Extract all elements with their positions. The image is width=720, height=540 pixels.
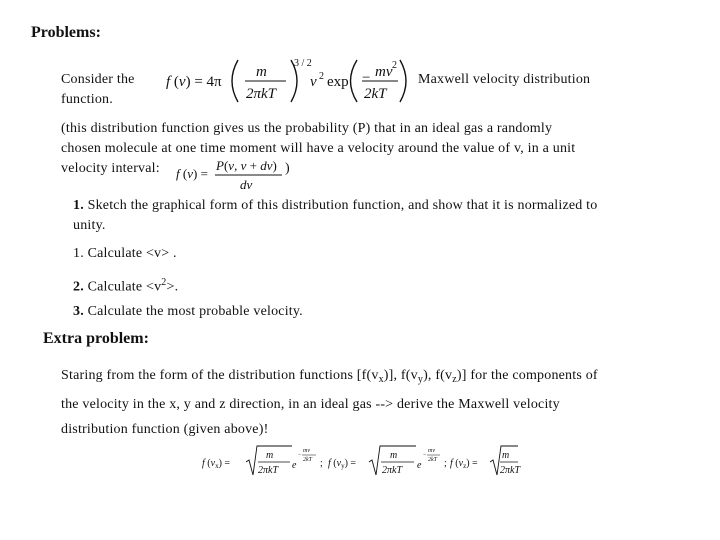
task-number: 1: [73, 246, 81, 261]
svg-text:;: ;: [444, 458, 447, 469]
explanation-line: (this distribution function gives us the probability (P) that in an ideal gas a randomly: [61, 121, 553, 136]
formula-label: Maxwell velocity distribution: [418, 72, 591, 87]
explanation-line: chosen molecule at one time moment will have a velocity around the value of v, in a unit: [61, 141, 576, 156]
svg-text:2πkT: 2πkT: [246, 86, 277, 102]
svg-text:m: m: [502, 450, 510, 461]
svg-text:−: −: [298, 452, 302, 458]
svg-text:f (vx) =: f $(v_x)$ =: [202, 458, 231, 470]
svg-text:2πkT: 2πkT: [258, 465, 279, 476]
task-text: >.: [166, 279, 179, 295]
svg-text:mv: mv: [428, 448, 435, 454]
extra-text: )] for the components of: [456, 368, 598, 383]
subscript: z: [452, 374, 457, 385]
task-superscript: 2: [161, 277, 167, 288]
svg-text:2kT: 2kT: [428, 457, 437, 463]
subscript: y: [417, 374, 424, 385]
task-number: 1.: [73, 198, 84, 213]
svg-text:m: m: [256, 64, 267, 80]
svg-text:f (v) = 4π: f (v) = 4π: [166, 74, 222, 90]
task-text: Calculate <v: [83, 279, 162, 295]
component-formulas: [200, 442, 530, 482]
svg-text:v: v: [310, 74, 317, 90]
extra-title: Extra problem:: [43, 330, 149, 347]
svg-text:f (vy) =: f $(v_y)$ =: [328, 458, 357, 470]
svg-text:2πkT: 2πkT: [500, 465, 521, 476]
svg-text:mv: mv: [375, 64, 393, 80]
svg-text:e: e: [417, 460, 422, 471]
svg-text:2kT: 2kT: [303, 457, 312, 463]
svg-text:mv: mv: [303, 448, 310, 454]
svg-text:m: m: [390, 450, 398, 461]
extra-text: )], f(v: [383, 368, 418, 383]
svg-text:2kT: 2kT: [364, 86, 387, 102]
task-text: unity.: [73, 218, 106, 233]
task-text: Sketch the graphical form of this distribution function, and show that it is normalized to: [83, 198, 598, 213]
task-text: . Calculate <v> .: [80, 246, 177, 261]
task-number: 2.: [73, 279, 84, 295]
maxwell-formula-tail: [360, 52, 410, 110]
svg-text:2: 2: [392, 60, 397, 71]
extra-text: ), f(v: [423, 368, 453, 383]
task-number: 3.: [73, 304, 84, 319]
probability-formula: [172, 154, 284, 194]
svg-text:2: 2: [319, 71, 324, 82]
task-4: [73, 302, 303, 322]
task-3: [73, 273, 178, 298]
svg-text:;: ;: [320, 458, 323, 469]
explanation-close: ): [285, 161, 290, 176]
svg-text:m: m: [266, 450, 274, 461]
subscript: x: [378, 374, 384, 385]
svg-text:−: −: [423, 452, 427, 458]
svg-text:dv: dv: [240, 177, 253, 192]
svg-text:−: −: [362, 70, 371, 86]
svg-text:e: e: [292, 460, 297, 471]
intro-text: [61, 70, 135, 110]
task-1: [73, 196, 703, 236]
page-title: Problems:: [31, 24, 101, 41]
svg-text:f (vz) =: f $(v_z)$ =: [450, 458, 478, 470]
svg-text:f (v) =: f (v) =: [176, 166, 208, 181]
task-text: Calculate the most probable velocity.: [83, 304, 303, 319]
explanation-paragraph: [61, 119, 701, 179]
explanation-line: velocity interval:: [61, 161, 160, 176]
extra-text: distribution function (given above)!: [61, 422, 269, 437]
extra-paragraph: [61, 363, 706, 442]
extra-text: Staring from the form of the distribution functions [f(v: [61, 368, 379, 383]
intro-line: function.: [61, 92, 113, 107]
svg-text:P(v, v + dv): P(v, v + dv): [216, 158, 277, 173]
svg-text:3 / 2: 3 / 2: [294, 58, 312, 69]
intro-line: Consider the: [61, 72, 135, 87]
extra-text: the velocity in the x, y and z direction, in an ideal gas --> derive the Maxwell velocity: [61, 397, 560, 412]
svg-text:exp: exp: [327, 74, 349, 90]
task-2: [73, 244, 177, 264]
svg-text:2πkT: 2πkT: [382, 465, 403, 476]
